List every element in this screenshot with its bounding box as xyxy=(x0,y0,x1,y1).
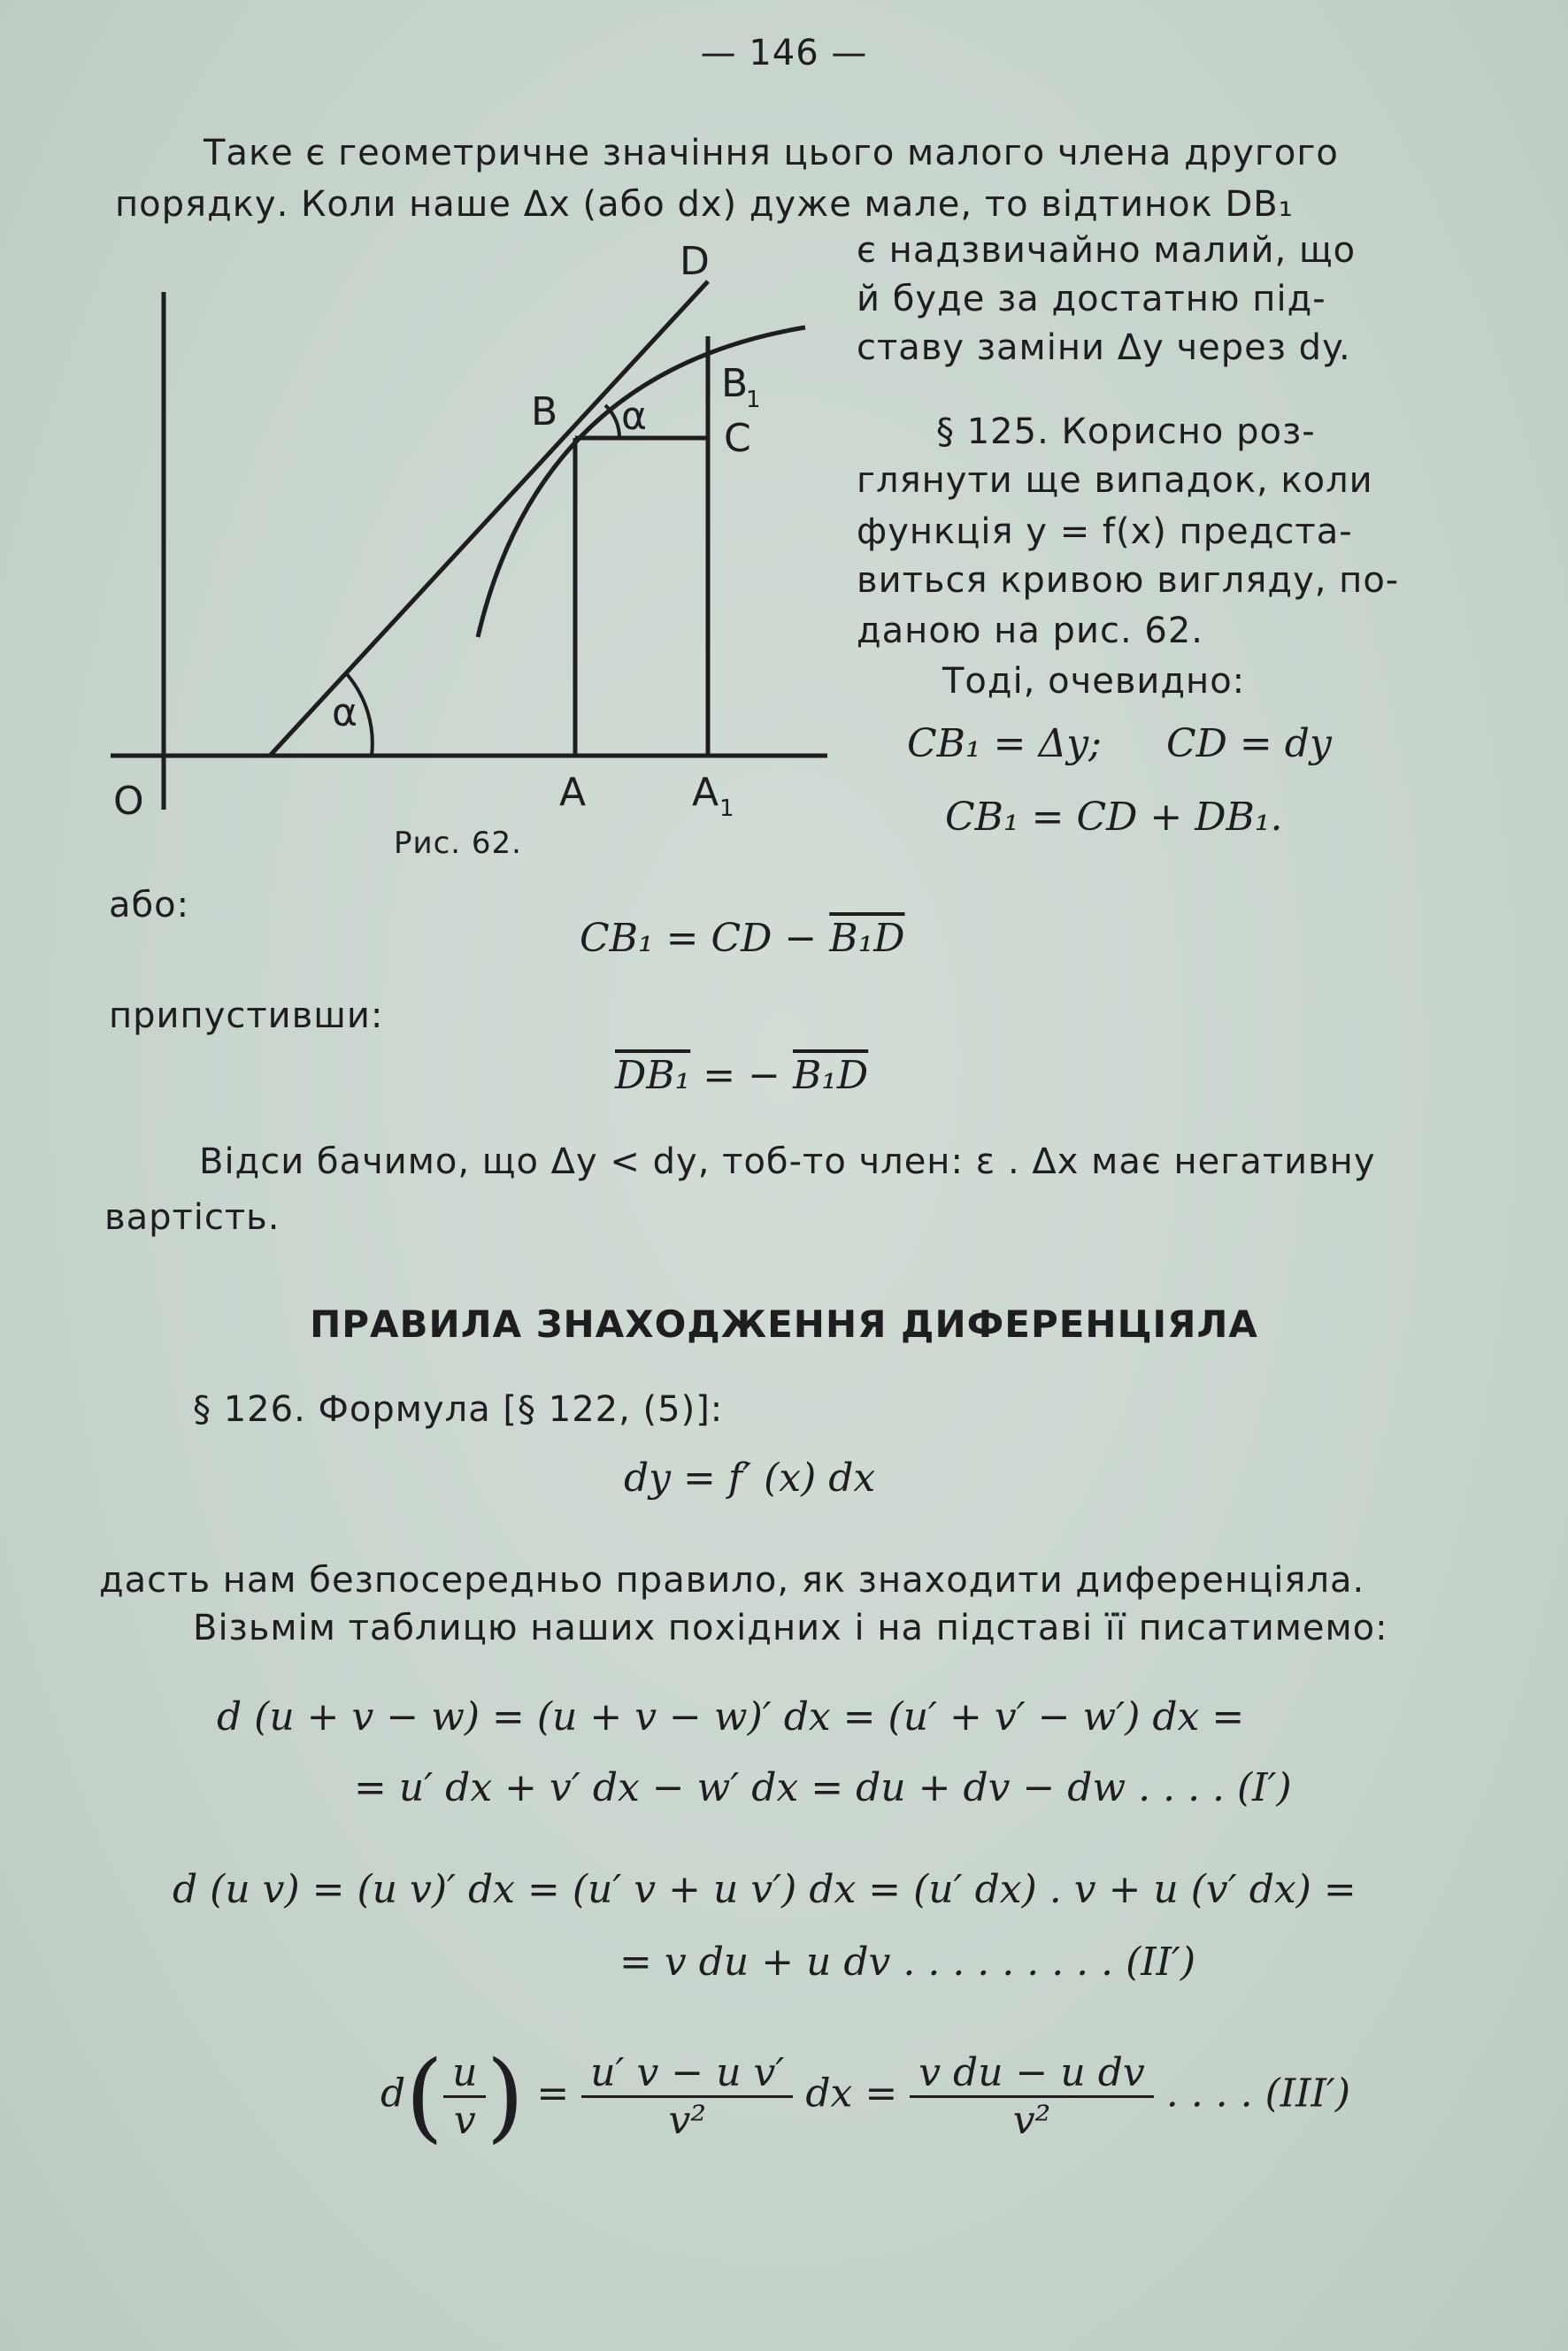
figure-62 xyxy=(97,239,841,841)
para5-line2: Візьмім таблицю наших похідних і на підставі її писатимемо: xyxy=(193,1608,1388,1648)
para1-line2: порядку. Коли наше Δx (або dx) дуже мале, то відтинок DB₁ xyxy=(115,184,1294,225)
label-B: B xyxy=(531,389,558,434)
para2-line1: § 125. Корисно роз- xyxy=(936,411,1316,452)
para1-line4: й буде за достатню під- xyxy=(857,279,1326,319)
formula-1-line1: d (u + v − w) = (u + v − w)′ dx = (u′ + v′ − w′) dx = xyxy=(217,1694,1245,1740)
para1-line3: є надзвичайно малий, що xyxy=(857,230,1357,271)
formula-1-line2: = u′ dx + v′ dx − w′ dx = du + dv − dw . . . . (I′) xyxy=(354,1765,1292,1810)
label-A: A xyxy=(559,770,587,815)
para4: § 126. Формула [§ 122, (5)]: xyxy=(193,1389,724,1430)
figure-caption: Рис. 62. xyxy=(394,826,522,861)
para1-line5: ставу заміни Δy через dy. xyxy=(857,327,1351,368)
label-B1: B xyxy=(721,361,749,406)
label-alpha-bottom: α xyxy=(332,690,358,735)
para2-line2: глянути ще випадок, коли xyxy=(857,460,1373,501)
abo-text: або: xyxy=(109,885,190,926)
formula-2-line2: = v du + u dv . . . . . . . . . (II′) xyxy=(619,1940,1196,1985)
label-B1-sub: 1 xyxy=(746,387,761,413)
curve xyxy=(478,327,805,637)
label-alpha-top: α xyxy=(621,394,648,439)
label-C: C xyxy=(724,416,751,461)
section-heading: ПРАВИЛА ЗНАХОДЖЕННЯ ДИФЕРЕНЦІЯЛА xyxy=(310,1302,1258,1346)
fraction-u-over-v: $\frac{u}{v}$ xyxy=(443,2050,486,2143)
equation-dy: dy = f′ (x) dx xyxy=(624,1456,876,1501)
para2-line3: функція y = f(x) предста- xyxy=(857,511,1353,552)
para2-line4: виться кривою вигляду, по- xyxy=(857,560,1400,601)
formula-3: d( $\frac{u}{v}$ ) = $\frac{\text{u′ v − u v′}}{\text{v²}}$ dx = $\frac{\text{v du − u dv}}{\text{v²}}$ . . . . (III′) xyxy=(380,2040,1351,2153)
para3-line2: вартість. xyxy=(104,1197,281,1238)
side-eq1: CB₁ = Δy; xyxy=(907,721,1102,766)
equation-db1: DB₁ = − B₁D xyxy=(615,1053,869,1098)
fraction-derivative: $\frac{\text{u′ v − u v′}}{\text{v²}}$ xyxy=(581,2050,793,2143)
para5-line1: дасть нам безпосередньо правило, як знаходити диференціяла. xyxy=(99,1560,1365,1601)
para2-line5: даною на рис. 62. xyxy=(857,611,1203,651)
tangent-line xyxy=(270,281,708,756)
fraction-differential: $\frac{\text{v du − u dv}}{\text{v²}}$ xyxy=(910,2050,1154,2143)
label-A1: A xyxy=(692,770,719,815)
label-D: D xyxy=(680,239,710,284)
formula-2-line1: d (u v) = (u v)′ dx = (u′ v + u v′) dx = (u′ dx) . v + u (v′ dx) = xyxy=(173,1867,1357,1912)
label-A1-sub: 1 xyxy=(719,795,734,822)
para3-line1: Відси бачимо, що Δy < dy, тоб-то член: ε . Δx має негативну xyxy=(199,1141,1376,1182)
para2-line6: Тоді, очевидно: xyxy=(942,661,1246,702)
para1-line1: Таке є геометричне значіння цього малого члена другого xyxy=(204,133,1339,173)
side-eq3: CB₁ = CD + DB₁. xyxy=(945,795,1283,840)
equation-cb1: CB₁ = CD − B₁D xyxy=(580,916,905,961)
page-number: — 146 — xyxy=(700,33,868,73)
side-eq2: CD = dy xyxy=(1166,721,1332,766)
pripustyvshy-text: припустивши: xyxy=(109,995,384,1036)
label-O: O xyxy=(113,779,144,824)
